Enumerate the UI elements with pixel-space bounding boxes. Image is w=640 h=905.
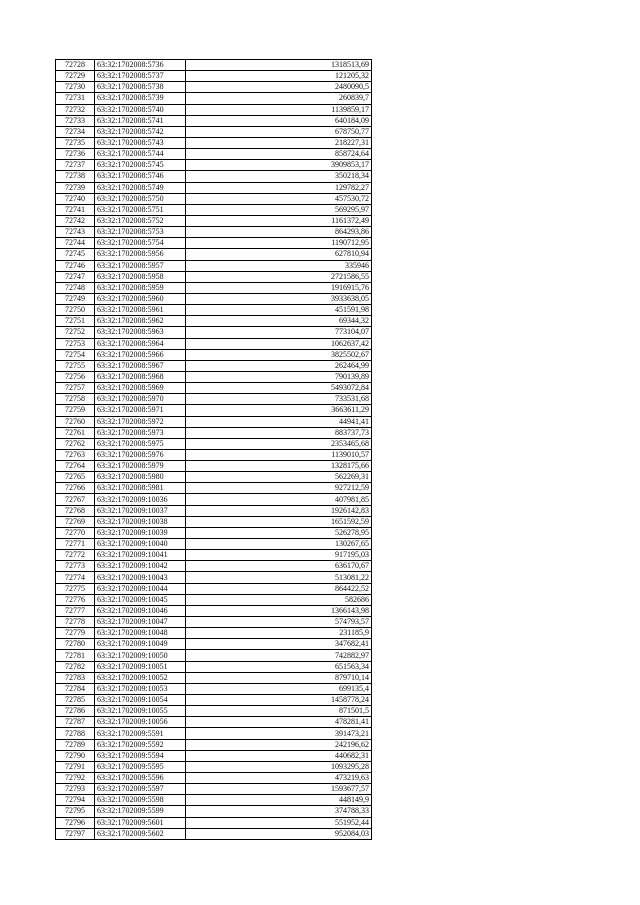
value-cell: 651563,34 xyxy=(186,661,372,672)
cadastral-number-cell: 63:32:1702009:10055 xyxy=(95,706,186,717)
cadastral-number-cell: 63:32:1702008:5740 xyxy=(95,104,186,115)
cadastral-number-cell: 63:32:1702008:5739 xyxy=(95,93,186,104)
cadastral-number-cell: 63:32:1702009:5597 xyxy=(95,784,186,795)
cadastral-number-cell: 63:32:1702009:10043 xyxy=(95,572,186,583)
value-cell: 699135,4 xyxy=(186,683,372,694)
row-number-cell: 72746 xyxy=(56,260,95,271)
value-cell: 551952,44 xyxy=(186,817,372,828)
cadastral-number-cell: 63:32:1702008:5746 xyxy=(95,171,186,182)
row-number-cell: 72775 xyxy=(56,583,95,594)
value-cell: 1458778,24 xyxy=(186,695,372,706)
value-cell: 335946 xyxy=(186,260,372,271)
table-row xyxy=(56,516,372,527)
row-number-cell: 72779 xyxy=(56,628,95,639)
cadastral-number-cell: 63:32:1702009:5596 xyxy=(95,773,186,784)
row-number-cell: 72763 xyxy=(56,449,95,460)
table-row xyxy=(56,594,372,605)
value-cell: 2353465,68 xyxy=(186,438,372,449)
row-number-cell: 72766 xyxy=(56,483,95,494)
table-row xyxy=(56,338,372,349)
row-number-cell: 72778 xyxy=(56,617,95,628)
cadastral-number-cell: 63:32:1702009:5592 xyxy=(95,739,186,750)
row-number-cell: 72740 xyxy=(56,193,95,204)
value-cell: 231185,9 xyxy=(186,628,372,639)
table-row xyxy=(56,405,372,416)
cadastral-number-cell: 63:32:1702009:10044 xyxy=(95,583,186,594)
value-cell: 864293,86 xyxy=(186,227,372,238)
cadastral-number-cell: 63:32:1702008:5976 xyxy=(95,449,186,460)
table-row xyxy=(56,316,372,327)
cadastral-number-cell: 63:32:1702008:5956 xyxy=(95,249,186,260)
cadastral-number-cell: 63:32:1702009:10039 xyxy=(95,527,186,538)
row-number-cell: 72790 xyxy=(56,750,95,761)
cadastral-number-cell: 63:32:1702009:5595 xyxy=(95,761,186,772)
cadastral-number-cell: 63:32:1702009:5601 xyxy=(95,817,186,828)
table-row xyxy=(56,750,372,761)
cadastral-number-cell: 63:32:1702008:5743 xyxy=(95,137,186,148)
row-number-cell: 72761 xyxy=(56,427,95,438)
value-cell: 478281,41 xyxy=(186,717,372,728)
value-cell: 44941,41 xyxy=(186,416,372,427)
table-row xyxy=(56,461,372,472)
value-cell: 347682,41 xyxy=(186,639,372,650)
cadastral-number-cell: 63:32:1702009:10048 xyxy=(95,628,186,639)
value-cell: 391473,21 xyxy=(186,728,372,739)
value-cell: 526278,95 xyxy=(186,527,372,538)
table-row xyxy=(56,282,372,293)
row-number-cell: 72777 xyxy=(56,605,95,616)
value-cell: 1366143,98 xyxy=(186,605,372,616)
row-number-cell: 72781 xyxy=(56,650,95,661)
cadastral-number-cell: 63:32:1702008:5979 xyxy=(95,461,186,472)
value-cell: 871501,5 xyxy=(186,706,372,717)
value-cell: 473219,63 xyxy=(186,773,372,784)
table-row xyxy=(56,193,372,204)
table-row xyxy=(56,717,372,728)
table-row xyxy=(56,761,372,772)
row-number-cell: 72767 xyxy=(56,494,95,505)
row-number-cell: 72769 xyxy=(56,516,95,527)
row-number-cell: 72752 xyxy=(56,327,95,338)
table-row xyxy=(56,795,372,806)
table-row xyxy=(56,739,372,750)
row-number-cell: 72754 xyxy=(56,349,95,360)
value-cell: 1093295,28 xyxy=(186,761,372,772)
row-number-cell: 72760 xyxy=(56,416,95,427)
table-row xyxy=(56,728,372,739)
row-number-cell: 72784 xyxy=(56,683,95,694)
row-number-cell: 72745 xyxy=(56,249,95,260)
value-cell: 1139859,17 xyxy=(186,104,372,115)
cadastral-number-cell: 63:32:1702008:5963 xyxy=(95,327,186,338)
row-number-cell: 72750 xyxy=(56,305,95,316)
table-row xyxy=(56,215,372,226)
row-number-cell: 72733 xyxy=(56,115,95,126)
row-number-cell: 72762 xyxy=(56,438,95,449)
table-row xyxy=(56,472,372,483)
table-row xyxy=(56,583,372,594)
cadastral-number-cell: 63:32:1702009:5591 xyxy=(95,728,186,739)
value-cell: 5493072,84 xyxy=(186,383,372,394)
cadastral-number-cell: 63:32:1702009:10040 xyxy=(95,539,186,550)
row-number-cell: 72765 xyxy=(56,472,95,483)
cadastral-number-cell: 63:32:1702008:5750 xyxy=(95,193,186,204)
row-number-cell: 72743 xyxy=(56,227,95,238)
row-number-cell: 72788 xyxy=(56,728,95,739)
value-cell: 582686 xyxy=(186,594,372,605)
value-cell: 858724,64 xyxy=(186,149,372,160)
table-row xyxy=(56,93,372,104)
cadastral-number-cell: 63:32:1702008:5738 xyxy=(95,82,186,93)
cadastral-number-cell: 63:32:1702009:10050 xyxy=(95,650,186,661)
row-number-cell: 72742 xyxy=(56,215,95,226)
cadastral-number-cell: 63:32:1702009:10045 xyxy=(95,594,186,605)
value-cell: 569295,97 xyxy=(186,204,372,215)
value-cell: 790139,89 xyxy=(186,371,372,382)
row-number-cell: 72737 xyxy=(56,160,95,171)
table-row xyxy=(56,383,372,394)
value-cell: 773104,07 xyxy=(186,327,372,338)
table-row xyxy=(56,82,372,93)
cadastral-number-cell: 63:32:1702009:10051 xyxy=(95,661,186,672)
row-number-cell: 72738 xyxy=(56,171,95,182)
table-row xyxy=(56,505,372,516)
cadastral-number-cell: 63:32:1702009:10036 xyxy=(95,494,186,505)
value-cell: 952084,03 xyxy=(186,828,372,839)
cadastral-number-cell: 63:32:1702008:5970 xyxy=(95,394,186,405)
value-cell: 457530,72 xyxy=(186,193,372,204)
cadastral-number-cell: 63:32:1702009:5594 xyxy=(95,750,186,761)
value-cell: 636170,67 xyxy=(186,561,372,572)
cadastral-number-cell: 63:32:1702008:5967 xyxy=(95,360,186,371)
row-number-cell: 72785 xyxy=(56,695,95,706)
value-cell: 374788,33 xyxy=(186,806,372,817)
row-number-cell: 72755 xyxy=(56,360,95,371)
cadastral-number-cell: 63:32:1702009:5602 xyxy=(95,828,186,839)
value-cell: 1328175,66 xyxy=(186,461,372,472)
cadastral-number-cell: 63:32:1702008:5966 xyxy=(95,349,186,360)
row-number-cell: 72797 xyxy=(56,828,95,839)
cadastral-number-cell: 63:32:1702009:10049 xyxy=(95,639,186,650)
value-cell: 121205,32 xyxy=(186,71,372,82)
table-row xyxy=(56,60,372,71)
row-number-cell: 72757 xyxy=(56,383,95,394)
table-row xyxy=(56,371,372,382)
table-row xyxy=(56,617,372,628)
cadastral-number-cell: 63:32:1702009:10041 xyxy=(95,550,186,561)
row-number-cell: 72751 xyxy=(56,316,95,327)
cadastral-number-cell: 63:32:1702008:5962 xyxy=(95,316,186,327)
cadastral-number-cell: 63:32:1702009:10056 xyxy=(95,717,186,728)
table-row xyxy=(56,71,372,82)
row-number-cell: 72731 xyxy=(56,93,95,104)
value-cell: 1190712,95 xyxy=(186,238,372,249)
cadastral-number-cell: 63:32:1702008:5973 xyxy=(95,427,186,438)
value-cell: 262464,99 xyxy=(186,360,372,371)
table-row xyxy=(56,706,372,717)
row-number-cell: 72771 xyxy=(56,539,95,550)
row-number-cell: 72774 xyxy=(56,572,95,583)
table-row xyxy=(56,349,372,360)
cadastral-number-cell: 63:32:1702009:10047 xyxy=(95,617,186,628)
value-cell: 448149,9 xyxy=(186,795,372,806)
row-number-cell: 72744 xyxy=(56,238,95,249)
table-row xyxy=(56,249,372,260)
value-cell: 3825502,67 xyxy=(186,349,372,360)
row-number-cell: 72768 xyxy=(56,505,95,516)
cadastral-number-cell: 63:32:1702009:5599 xyxy=(95,806,186,817)
value-cell: 130267,65 xyxy=(186,539,372,550)
table-row xyxy=(56,115,372,126)
cadastral-number-cell: 63:32:1702008:5960 xyxy=(95,293,186,304)
cadastral-number-cell: 63:32:1702008:5751 xyxy=(95,204,186,215)
cadastral-number-cell: 63:32:1702008:5753 xyxy=(95,227,186,238)
cadastral-number-cell: 63:32:1702008:5972 xyxy=(95,416,186,427)
table-row xyxy=(56,394,372,405)
row-number-cell: 72735 xyxy=(56,137,95,148)
cadastral-number-cell: 63:32:1702008:5964 xyxy=(95,338,186,349)
row-number-cell: 72794 xyxy=(56,795,95,806)
cadastral-number-cell: 63:32:1702009:10042 xyxy=(95,561,186,572)
table-row xyxy=(56,773,372,784)
row-number-cell: 72753 xyxy=(56,338,95,349)
cadastral-number-cell: 63:32:1702008:5980 xyxy=(95,472,186,483)
value-cell: 69344,32 xyxy=(186,316,372,327)
cadastral-number-cell: 63:32:1702008:5975 xyxy=(95,438,186,449)
value-cell: 562269,31 xyxy=(186,472,372,483)
value-cell: 927212,59 xyxy=(186,483,372,494)
row-number-cell: 72780 xyxy=(56,639,95,650)
cadastral-number-cell: 63:32:1702008:5968 xyxy=(95,371,186,382)
value-cell: 513081,22 xyxy=(186,572,372,583)
table-row xyxy=(56,271,372,282)
cadastral-number-cell: 63:32:1702008:5741 xyxy=(95,115,186,126)
value-cell: 1651592,59 xyxy=(186,516,372,527)
row-number-cell: 72787 xyxy=(56,717,95,728)
cadastral-number-cell: 63:32:1702008:5958 xyxy=(95,271,186,282)
value-cell: 678750,77 xyxy=(186,126,372,137)
table-row xyxy=(56,260,372,271)
table-row xyxy=(56,227,372,238)
value-cell: 2721586,55 xyxy=(186,271,372,282)
row-number-cell: 72793 xyxy=(56,784,95,795)
table-row xyxy=(56,683,372,694)
value-cell: 218227,31 xyxy=(186,137,372,148)
value-cell: 627810,94 xyxy=(186,249,372,260)
value-cell: 1593677,57 xyxy=(186,784,372,795)
table-row xyxy=(56,182,372,193)
table-row xyxy=(56,327,372,338)
row-number-cell: 72734 xyxy=(56,126,95,137)
cadastral-number-cell: 63:32:1702009:5598 xyxy=(95,795,186,806)
value-cell: 1916915,76 xyxy=(186,282,372,293)
table-row xyxy=(56,661,372,672)
table-row xyxy=(56,483,372,494)
row-number-cell: 72772 xyxy=(56,550,95,561)
table-row xyxy=(56,293,372,304)
value-cell: 242196,62 xyxy=(186,739,372,750)
data-table xyxy=(55,59,372,840)
value-cell: 574793,57 xyxy=(186,617,372,628)
table-row xyxy=(56,204,372,215)
row-number-cell: 72741 xyxy=(56,204,95,215)
cadastral-number-cell: 63:32:1702008:5752 xyxy=(95,215,186,226)
row-number-cell: 72756 xyxy=(56,371,95,382)
row-number-cell: 72773 xyxy=(56,561,95,572)
cadastral-number-cell: 63:32:1702008:5959 xyxy=(95,282,186,293)
table-row xyxy=(56,527,372,538)
table-row xyxy=(56,817,372,828)
value-cell: 640184,09 xyxy=(186,115,372,126)
cadastral-number-cell: 63:32:1702008:5754 xyxy=(95,238,186,249)
row-number-cell: 72758 xyxy=(56,394,95,405)
cadastral-number-cell: 63:32:1702008:5969 xyxy=(95,383,186,394)
cadastral-number-cell: 63:32:1702009:10046 xyxy=(95,605,186,616)
table-row xyxy=(56,126,372,137)
row-number-cell: 72739 xyxy=(56,182,95,193)
value-cell: 733531,68 xyxy=(186,394,372,405)
row-number-cell: 72747 xyxy=(56,271,95,282)
table-row xyxy=(56,784,372,795)
cadastral-number-cell: 63:32:1702008:5744 xyxy=(95,149,186,160)
table-row xyxy=(56,171,372,182)
row-number-cell: 72786 xyxy=(56,706,95,717)
value-cell: 742882,97 xyxy=(186,650,372,661)
value-cell: 1139010,57 xyxy=(186,449,372,460)
cadastral-number-cell: 63:32:1702008:5961 xyxy=(95,305,186,316)
row-number-cell: 72749 xyxy=(56,293,95,304)
cadastral-number-cell: 63:32:1702008:5742 xyxy=(95,126,186,137)
row-number-cell: 72796 xyxy=(56,817,95,828)
cadastral-number-cell: 63:32:1702008:5737 xyxy=(95,71,186,82)
value-cell: 129782,27 xyxy=(186,182,372,193)
table-row xyxy=(56,160,372,171)
table-row xyxy=(56,806,372,817)
table-row xyxy=(56,828,372,839)
value-cell: 1926142,83 xyxy=(186,505,372,516)
row-number-cell: 72736 xyxy=(56,149,95,160)
row-number-cell: 72759 xyxy=(56,405,95,416)
row-number-cell: 72795 xyxy=(56,806,95,817)
cadastral-number-cell: 63:32:1702009:10038 xyxy=(95,516,186,527)
table-row xyxy=(56,628,372,639)
table-row xyxy=(56,494,372,505)
table-row xyxy=(56,104,372,115)
value-cell: 260839,7 xyxy=(186,93,372,104)
row-number-cell: 72776 xyxy=(56,594,95,605)
cadastral-number-cell: 63:32:1702008:5745 xyxy=(95,160,186,171)
value-cell: 1161372,49 xyxy=(186,215,372,226)
row-number-cell: 72789 xyxy=(56,739,95,750)
table-row xyxy=(56,539,372,550)
row-number-cell: 72770 xyxy=(56,527,95,538)
cadastral-number-cell: 63:32:1702009:10037 xyxy=(95,505,186,516)
table-row xyxy=(56,561,372,572)
table-row xyxy=(56,695,372,706)
table-row xyxy=(56,238,372,249)
table-row xyxy=(56,149,372,160)
row-number-cell: 72783 xyxy=(56,672,95,683)
table-row xyxy=(56,650,372,661)
table-row xyxy=(56,360,372,371)
row-number-cell: 72748 xyxy=(56,282,95,293)
row-number-cell: 72764 xyxy=(56,461,95,472)
value-cell: 3909853,17 xyxy=(186,160,372,171)
value-cell: 350218,34 xyxy=(186,171,372,182)
row-number-cell: 72792 xyxy=(56,773,95,784)
row-number-cell: 72782 xyxy=(56,661,95,672)
cadastral-number-cell: 63:32:1702008:5736 xyxy=(95,60,186,71)
value-cell: 451591,98 xyxy=(186,305,372,316)
value-cell: 2480090,5 xyxy=(186,82,372,93)
cadastral-number-cell: 63:32:1702008:5971 xyxy=(95,405,186,416)
value-cell: 3663611,29 xyxy=(186,405,372,416)
cadastral-number-cell: 63:32:1702009:10052 xyxy=(95,672,186,683)
table-row xyxy=(56,672,372,683)
table-row xyxy=(56,550,372,561)
cadastral-number-cell: 63:32:1702008:5957 xyxy=(95,260,186,271)
value-cell: 3933638,05 xyxy=(186,293,372,304)
table-row xyxy=(56,416,372,427)
value-cell: 1062637,42 xyxy=(186,338,372,349)
row-number-cell: 72732 xyxy=(56,104,95,115)
table-row xyxy=(56,605,372,616)
value-cell: 864422,52 xyxy=(186,583,372,594)
value-cell: 879710,14 xyxy=(186,672,372,683)
table-row xyxy=(56,438,372,449)
table-row xyxy=(56,137,372,148)
value-cell: 1318513,69 xyxy=(186,60,372,71)
table-row xyxy=(56,305,372,316)
row-number-cell: 72729 xyxy=(56,71,95,82)
cadastral-number-cell: 63:32:1702008:5981 xyxy=(95,483,186,494)
cadastral-number-cell: 63:32:1702009:10053 xyxy=(95,683,186,694)
value-cell: 440682,31 xyxy=(186,750,372,761)
table-row xyxy=(56,639,372,650)
row-number-cell: 72791 xyxy=(56,761,95,772)
table-row xyxy=(56,449,372,460)
cadastral-number-cell: 63:32:1702008:5749 xyxy=(95,182,186,193)
value-cell: 407981,85 xyxy=(186,494,372,505)
row-number-cell: 72728 xyxy=(56,60,95,71)
row-number-cell: 72730 xyxy=(56,82,95,93)
table-body xyxy=(56,60,372,840)
value-cell: 917195,03 xyxy=(186,550,372,561)
table-row xyxy=(56,572,372,583)
value-cell: 883737,73 xyxy=(186,427,372,438)
table-row xyxy=(56,427,372,438)
cadastral-number-cell: 63:32:1702009:10054 xyxy=(95,695,186,706)
